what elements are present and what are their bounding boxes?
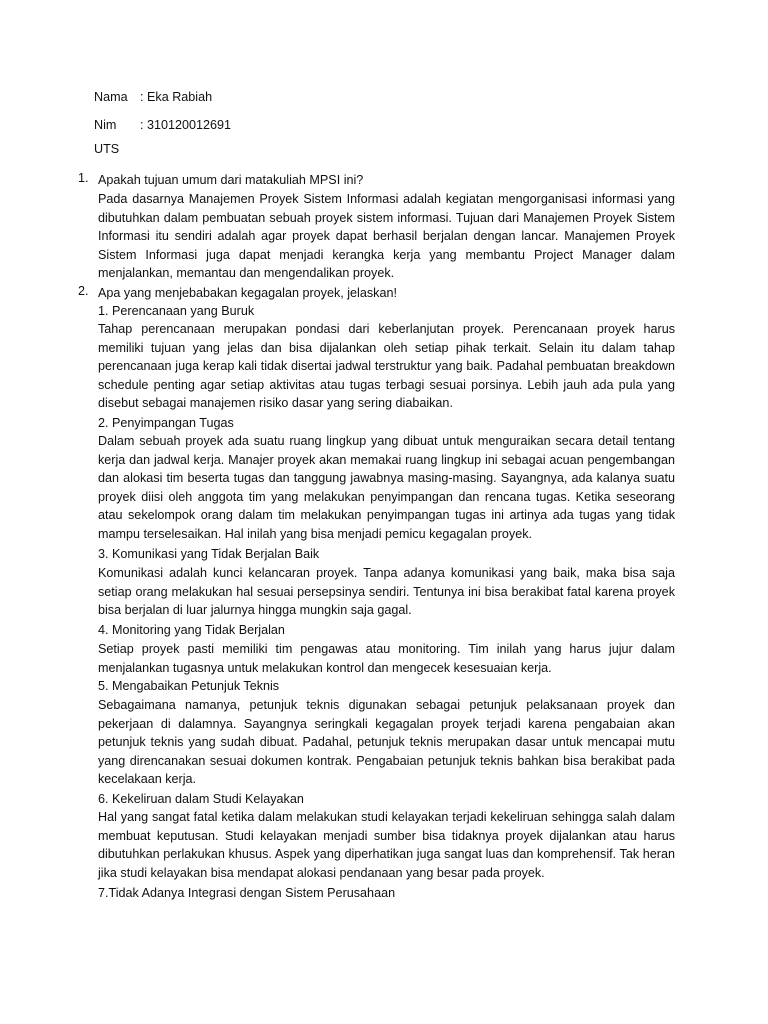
item-5-body: Sebagaimana namanya, petunjuk teknis digunakan sebagai petunjuk pelaksanaan proyek dan pekerjaan di dalamnya. Sayangnya seringkali kegagalan proyek terjadi karena pengabaian akan petunjuk teknis yang sudah dibuat. Padahal, petunjuk teknis merupakan dasar untuk mencapai mutu yang direncanakan sesuai dokumen kontrak. Pengabaian petunjuk teknis bahkan bisa berakibat pada kecelakaan kerja. <box>98 698 675 787</box>
item-3-body: Komunikasi adalah kunci kelancaran proyek. Tanpa adanya komunikasi yang baik, maka bisa saja setiap orang melakukan hal sesuai persepsinya sendiri. Tentunya ini bisa berakibat fatal karena proyek bisa berjalan di luar jalurnya hingga mungkin saja gagal. <box>98 566 675 618</box>
question-1-number: 1. <box>78 171 89 185</box>
item-4-heading: 4. Monitoring yang Tidak Berjalan <box>98 623 285 637</box>
item-2-body: Dalam sebuah proyek ada suatu ruang lingkup yang dibuat untuk menguraikan secara detail tentang kerja dan jadwal kerja. Manajer proyek akan memakai ruang lingkup ini sebagai acuan pengembangan dan alokasi tim beserta tugas dan tanggung jawabnya masing-masing. Sayangnya, ada kalanya suatu proyek diisi oleh anggota tim yang melakukan penyimpangan dan rencana tugas. Ketika seseorang atau sekelompok orang dalam tim melakukan penyimpangan tugas ini artinya ada tugas yang tidak mampu terselesaikan. Hal inilah yang bisa menjadi pemicu kegagalan proyek. <box>98 434 675 541</box>
item-7-heading: 7.Tidak Adanya Integrasi dengan Sistem Perusahaan <box>98 886 396 900</box>
item-1-body: Tahap perencanaan merupakan pondasi dari keberlanjutan proyek. Perencanaan proyek harus memiliki tujuan yang jelas dan bisa dijalankan oleh setiap pihak terkait. Selain itu dalam tahap perencanaan juga kerap kali tidak disertai jadwal terstruktur yang baik. Padahal pembuatan breakdown schedule penting agar setiap aktivitas atau tugas terbagi sesuai porsinya. Lebih jauh ada pula yang disebut sebagai manajemen risiko dasar yang sering diabaikan. <box>98 322 675 411</box>
name-value: : Eka Rabiah <box>140 90 213 104</box>
name-label: Nama <box>94 90 128 104</box>
item-2-heading: 2. Penyimpangan Tugas <box>98 416 234 430</box>
nim-label: Nim <box>94 118 117 132</box>
exam-label: UTS <box>94 142 120 156</box>
item-1-heading: 1. Perencanaan yang Buruk <box>98 304 255 318</box>
item-6-heading: 6. Kekeliruan dalam Studi Kelayakan <box>98 792 304 806</box>
nim-row <box>94 116 231 134</box>
item-4-body: Setiap proyek pasti memiliki tim pengawas atau monitoring. Tim inilah yang harus jujur dalam menjalankan tugasnya untuk melakukan kontrol dan mengecek kesesuaian kerja. <box>98 642 675 675</box>
item-6-body: Hal yang sangat fatal ketika dalam melakukan studi kelayakan terjadi kekeliruan sehingga salah dalam membuat keputusan. Studi kelayakan menjadi sumber bisa tidaknya proyek dijalankan atau harus dibutuhkan perlakukan khusus. Aspek yang diperhatikan juga sangat luas dan komprehensif. Tak heran jika studi kelayakan bisa mendapat alokasi pendanaan yang besar pada proyek. <box>98 810 675 880</box>
question-2-title: Apa yang menjebabakan kegagalan proyek, jelaskan! <box>98 286 397 300</box>
question-2-number: 2. <box>78 284 89 298</box>
item-3-heading: 3. Komunikasi yang Tidak Berjalan Baik <box>98 547 320 561</box>
answer-1: Pada dasarnya Manajemen Proyek Sistem Informasi adalah kegiatan mengorganisasi informasi yang dibutuhkan dalam pembuatan sebuah proyek sistem informasi. Tujuan dari Manajemen Proyek Sistem Informasi itu sendiri adalah agar proyek dapat berhasil berjalan dengan lancar. Manajemen Proyek Sistem Informasi juga dapat menjadi kerangka kerja yang membantu Project Manager dalam menjalankan, memantau dan mengendalikan proyek. <box>98 192 675 281</box>
name-row <box>94 88 212 106</box>
nim-value: : 310120012691 <box>140 118 232 132</box>
question-1-title: Apakah tujuan umum dari matakuliah MPSI ini? <box>98 173 364 187</box>
item-5-heading: 5. Mengabaikan Petunjuk Teknis <box>98 679 280 693</box>
